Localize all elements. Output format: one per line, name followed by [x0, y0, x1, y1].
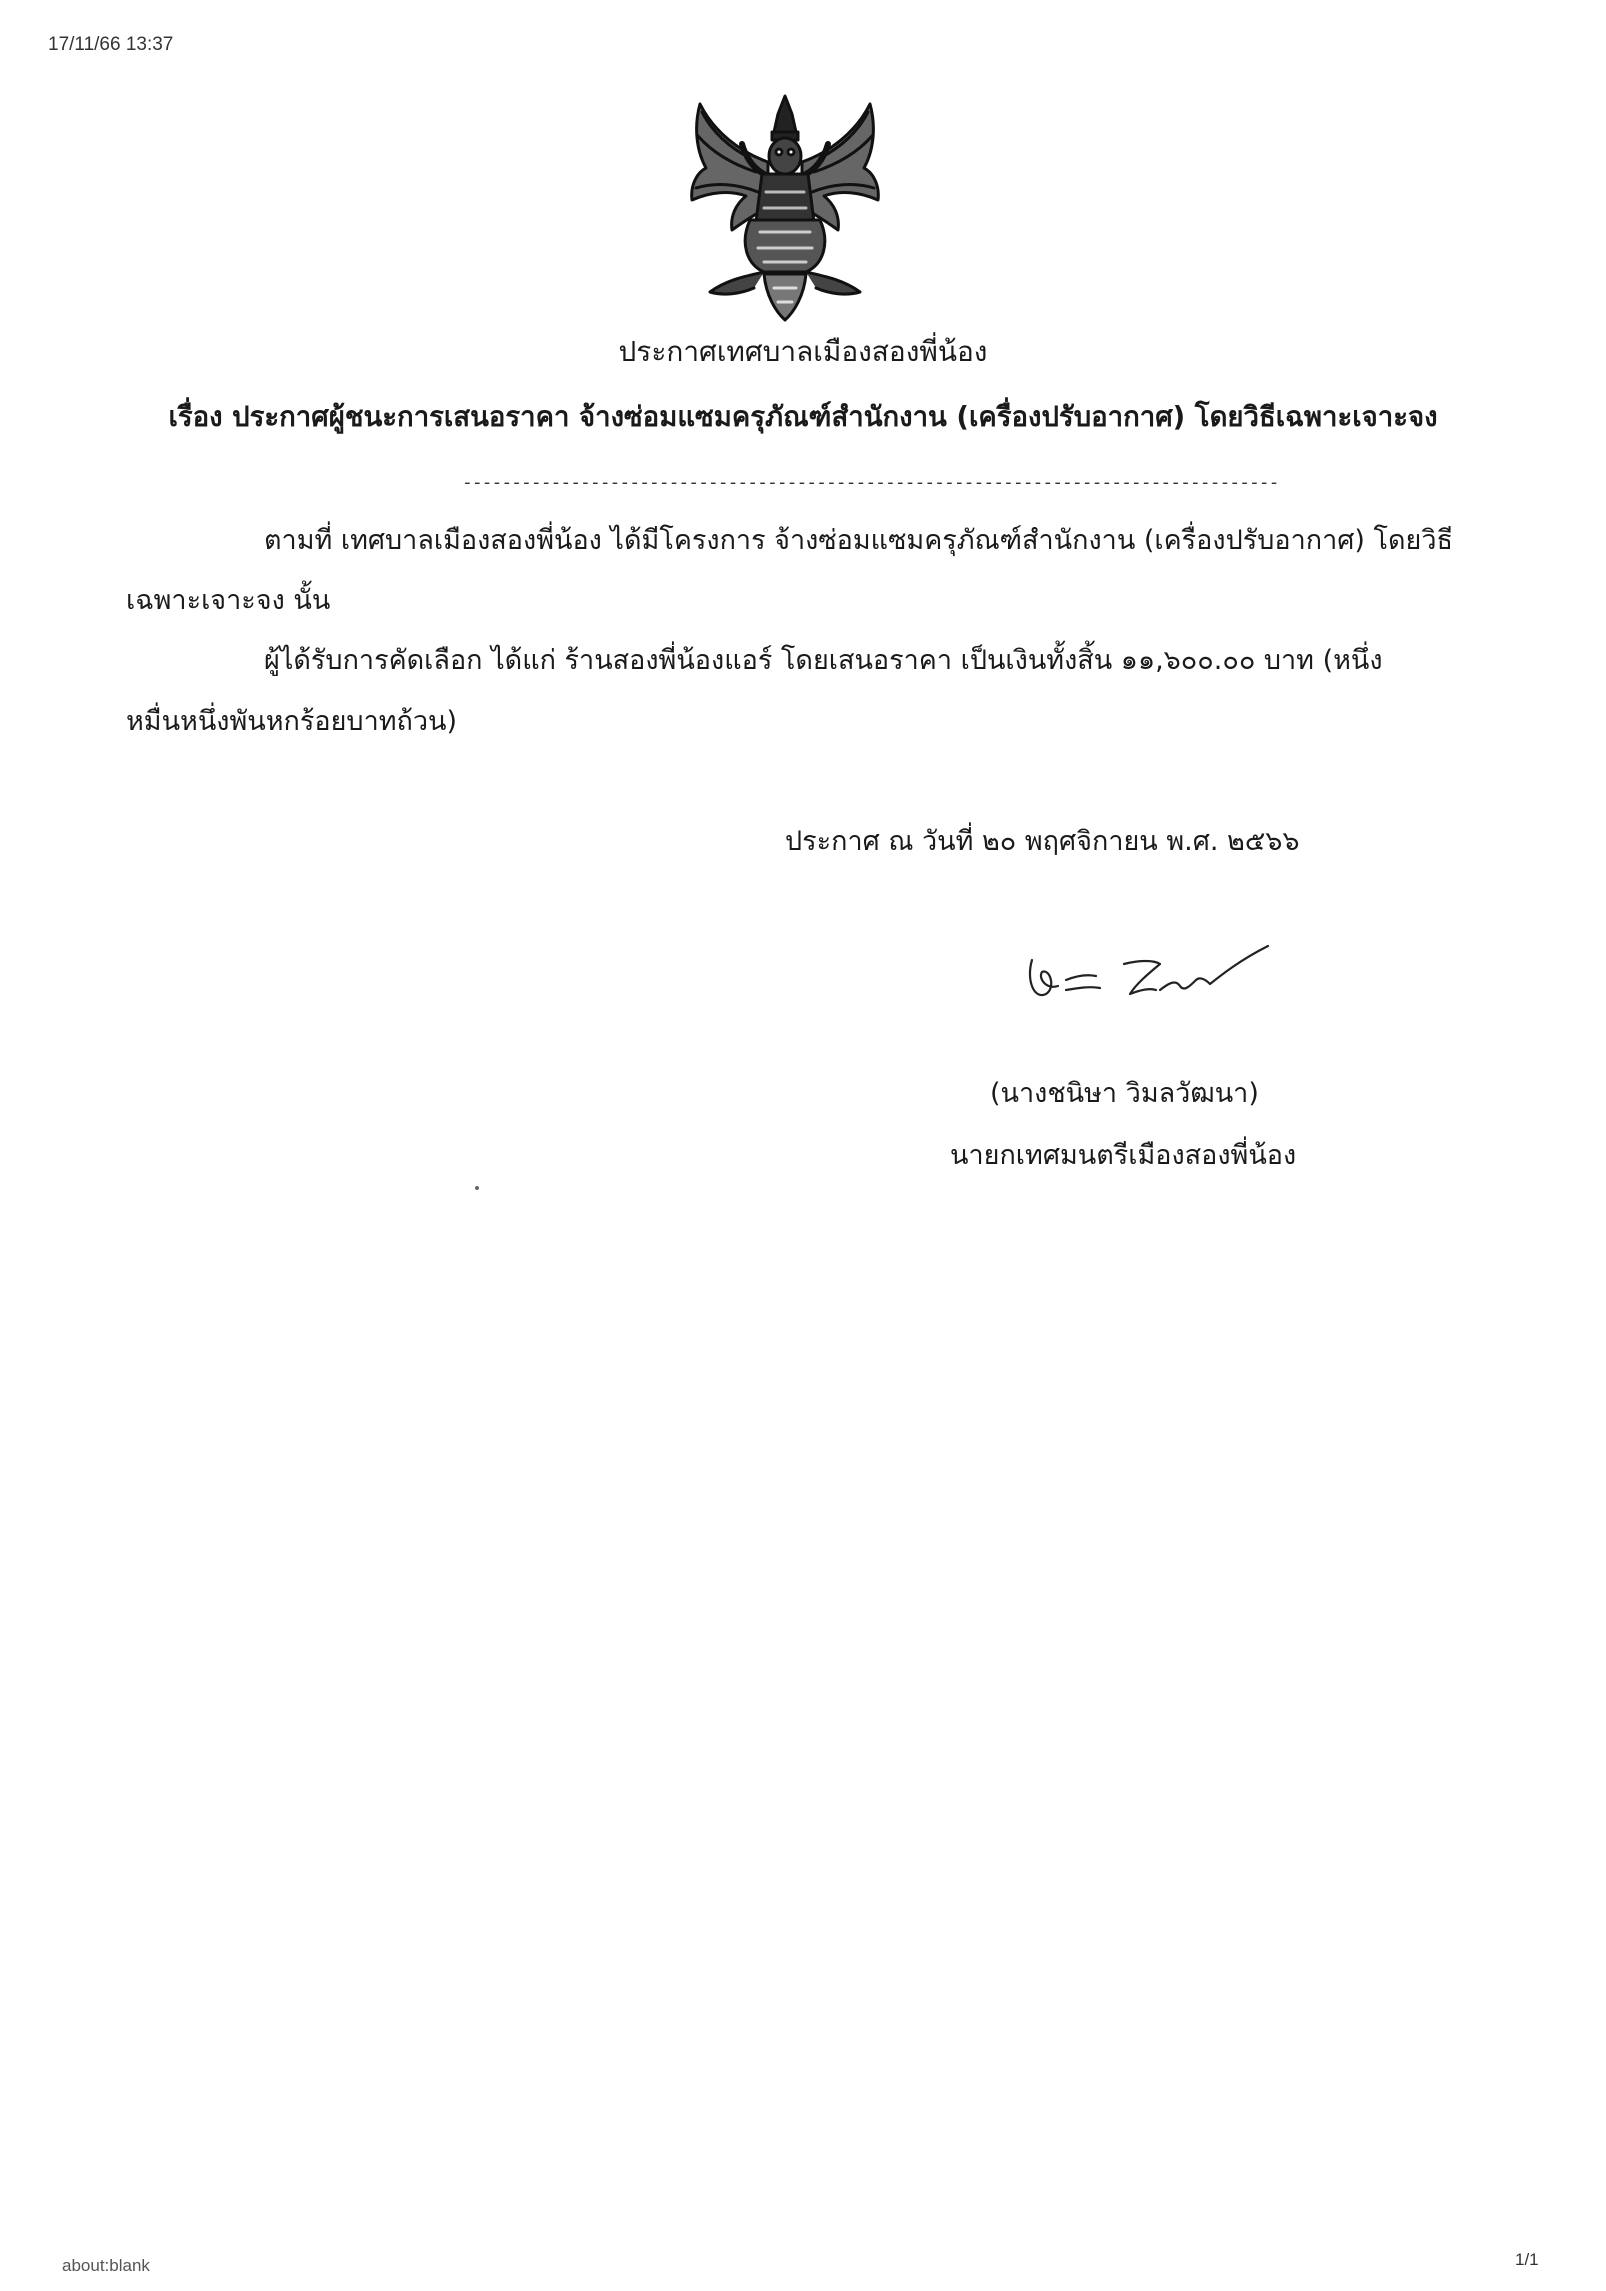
garuda-emblem-icon [680, 92, 890, 324]
separator-line: ----------------------------------------------------------------------------------- [462, 472, 1279, 493]
announcement-subject: เรื่อง ประกาศผู้ชนะการเสนอราคา จ้างซ่อมแซมครุภัณฑ์สำนักงาน (เครื่องปรับอากาศ) โดยวิธีเฉพาะเจาะจง [168, 401, 1438, 433]
paragraph-2-line-2: หมื่นหนึ่งพันหกร้อยบาทถ้วน) [126, 706, 458, 737]
paragraph-2-line-1: ผู้ได้รับการคัดเลือก ได้แก่ ร้านสองพี่น้องแอร์ โดยเสนอราคา เป็นเงินทั้งสิ้น ๑๑,๖๐๐.๐๐ บาท (หนึ่ง [264, 645, 1383, 676]
signature-icon [1020, 920, 1300, 1020]
paragraph-1-line-2: เฉพาะเจาะจง นั้น [126, 585, 331, 616]
page-number: 1/1 [1515, 2250, 1539, 2269]
announcement-title: ประกาศเทศบาลเมืองสองพี่น้อง [618, 335, 988, 368]
scan-speck [475, 1186, 479, 1190]
signer-name: (นางชนิษา วิมลวัฒนา) [990, 1078, 1259, 1109]
footer-url: about:blank [62, 2256, 150, 2275]
paragraph-1-line-1: ตามที่ เทศบาลเมืองสองพี่น้อง ได้มีโครงการ จ้างซ่อมแซมครุภัณฑ์สำนักงาน (เครื่องปรับอากาศ) โดยวิธี [264, 525, 1454, 556]
announcement-date: ประกาศ ณ วันที่ ๒๐ พฤศจิกายน พ.ศ. ๒๕๖๖ [785, 826, 1300, 857]
print-timestamp: 17/11/66 13:37 [48, 34, 174, 55]
signer-position: นายกเทศมนตรีเมืองสองพี่น้อง [950, 1140, 1297, 1171]
